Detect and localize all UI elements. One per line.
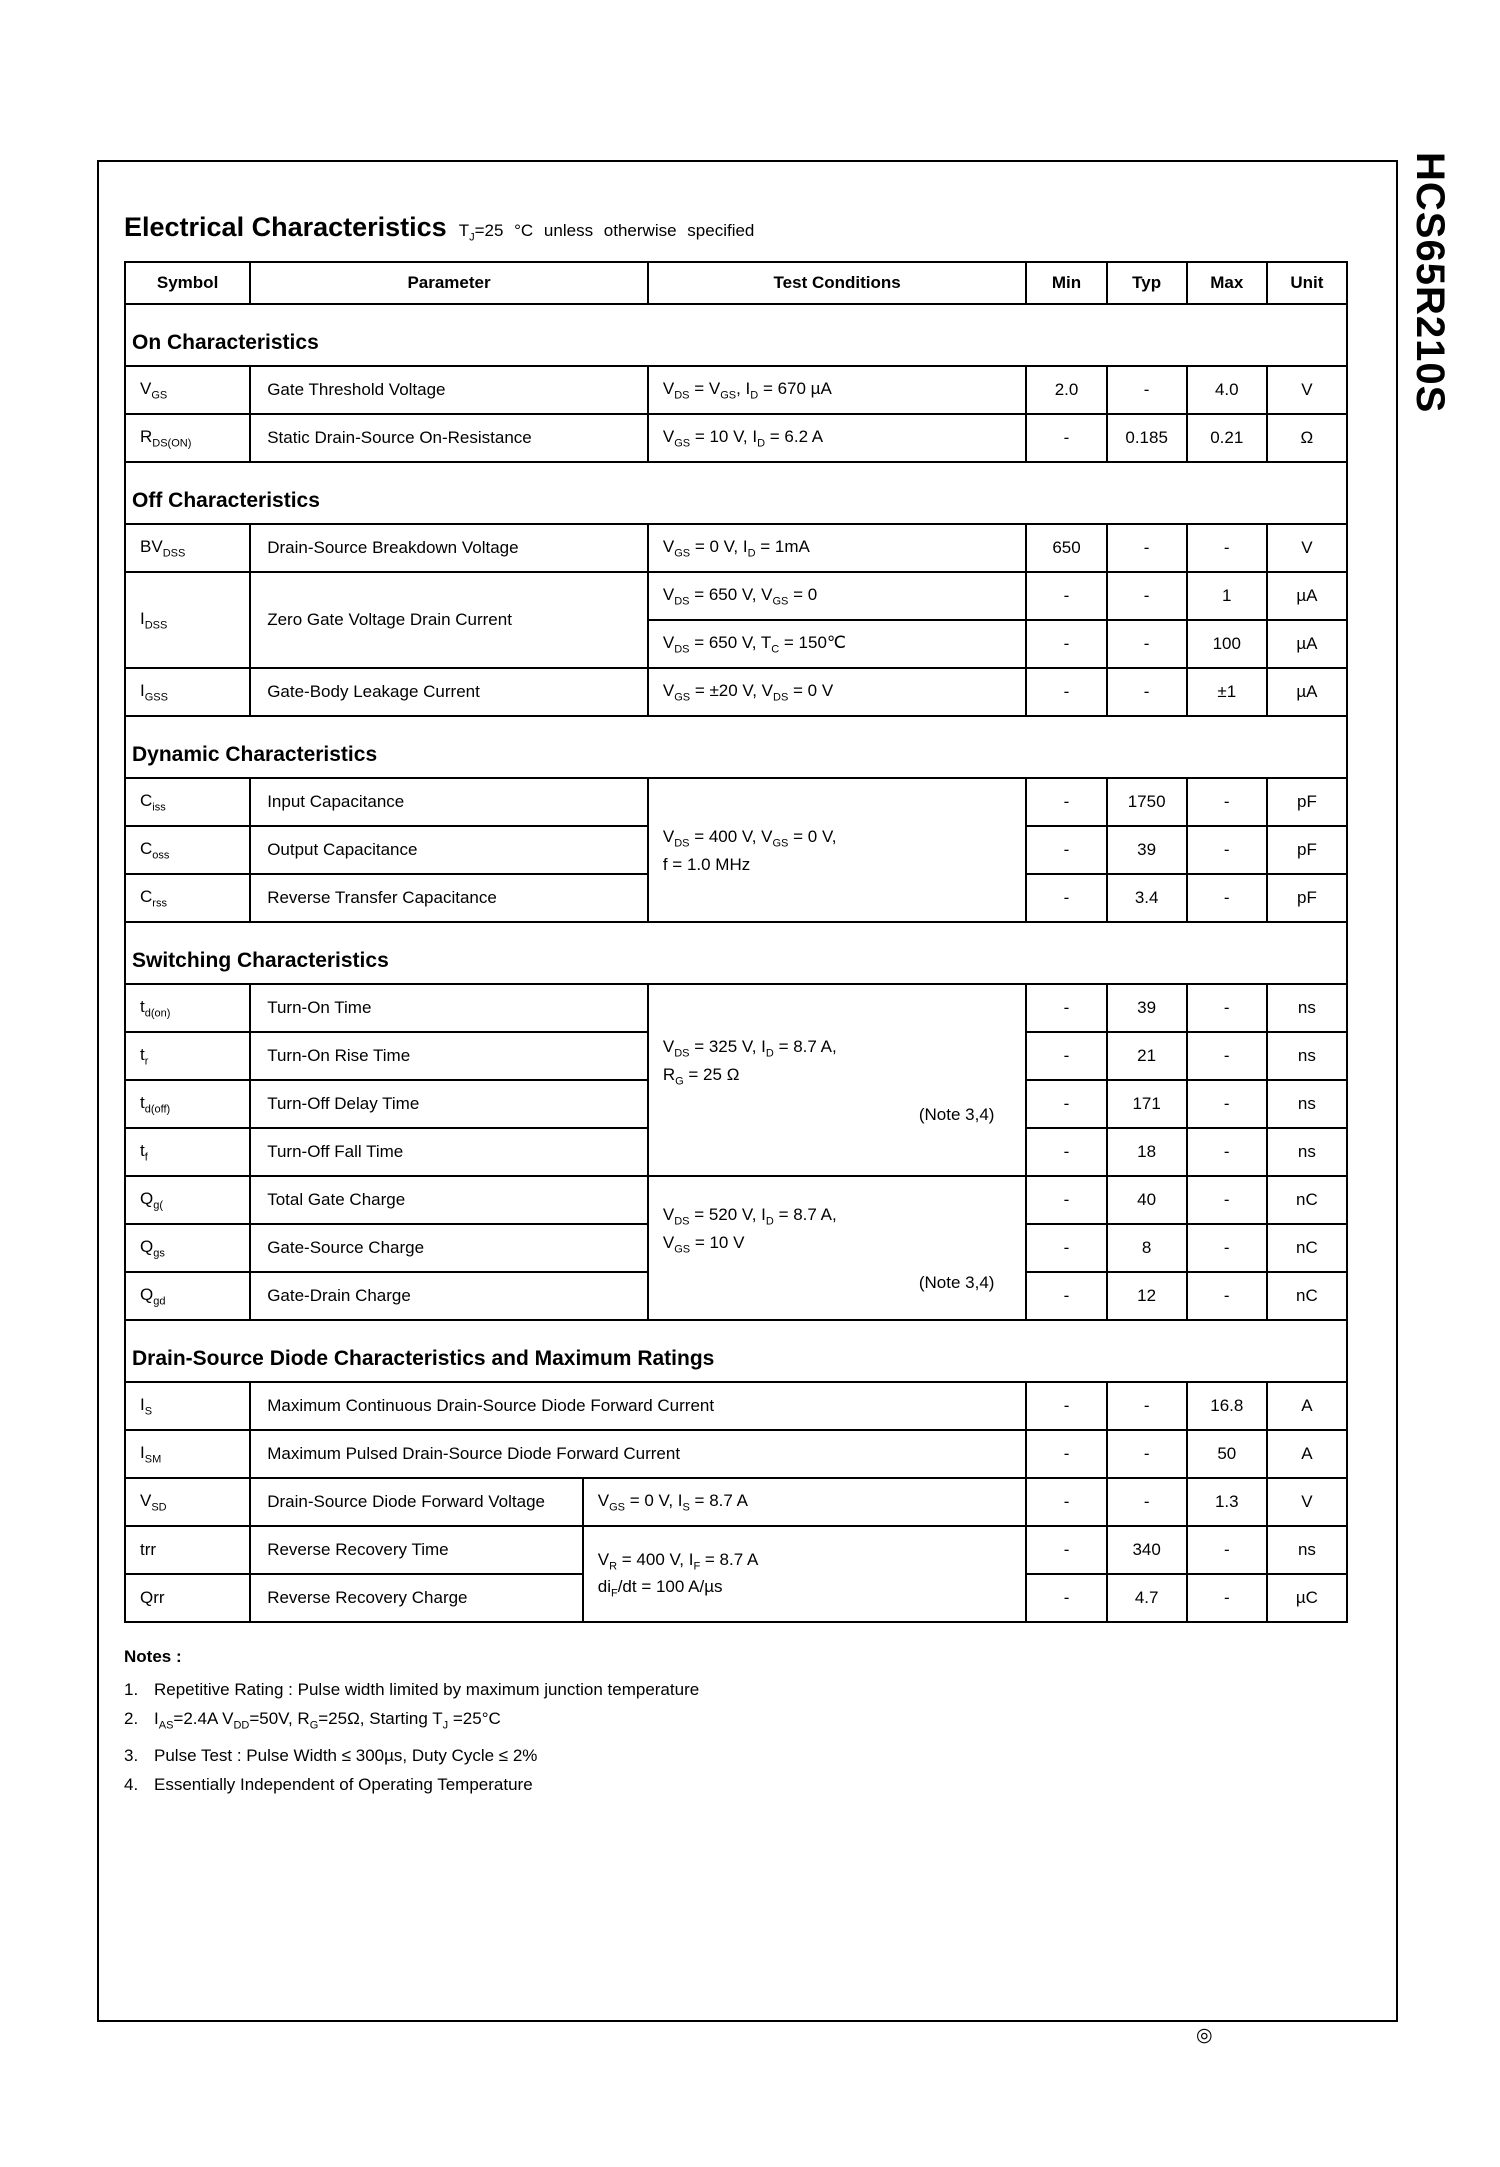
table-row [125,524,1347,572]
value-cell: 1750 [1107,778,1187,826]
value-cell: pF [1267,778,1347,826]
section-heading: Switching Characteristics [124,923,1348,983]
value-cell: 1 [1187,572,1267,620]
value-cell: - [1026,668,1106,716]
symbol-cell: $BV_{DSS}$ [125,524,250,572]
value-cell: µA [1267,620,1347,668]
value-cell: - [1026,414,1106,462]
value-cell: ns [1267,1080,1347,1128]
value-cell: - [1026,1382,1106,1430]
value-cell: - [1026,620,1106,668]
parameter-cell: Drain-Source Breakdown Voltage [250,524,648,572]
value-cell: ns [1267,1128,1347,1176]
value-cell: 21 [1107,1032,1187,1080]
value-cell: nC [1267,1224,1347,1272]
table-header-row [125,262,1347,304]
parameter-cell: Turn-On Rise Time [250,1032,648,1080]
note-item [124,1741,1348,1770]
condition-cell: $V_{GS} = \pm 20$ V, $V_{DS} = 0$ V [648,668,1027,716]
value-cell: - [1187,984,1267,1032]
value-cell: 4.0 [1187,366,1267,414]
section-heading: Dynamic Characteristics [124,717,1348,777]
value-cell: - [1187,874,1267,922]
table-row [125,414,1347,462]
value-cell: - [1026,874,1106,922]
value-cell: - [1026,1526,1106,1574]
table-header-cell: Max [1187,262,1267,304]
symbol-cell: $Q_{gd}$ [125,1272,250,1320]
note-item [124,1704,1348,1740]
table-header-cell: Symbol [125,262,250,304]
symbol-cell: $C_{oss}$ [125,826,250,874]
table-section [124,365,1348,463]
note-item [124,1675,1348,1704]
value-cell: 4.7 [1107,1574,1187,1622]
parameter-cell: Gate-Drain Charge [250,1272,648,1320]
notes-section [124,1647,1348,1798]
value-cell: 39 [1107,826,1187,874]
value-cell: - [1026,1478,1106,1526]
symbol-cell: $Q_{gs}$ [125,1224,250,1272]
table-row [125,1526,1347,1574]
value-cell: 8 [1107,1224,1187,1272]
value-cell: - [1187,1272,1267,1320]
value-cell: - [1107,668,1187,716]
parameter-cell: Total Gate Charge [250,1176,648,1224]
value-cell: - [1107,366,1187,414]
parameter-cell: Drain-Source Diode Forward Voltage [250,1478,583,1526]
table-header-cell: Parameter [250,262,648,304]
title-row [124,212,1396,243]
symbol-cell: $t_{d(off)}$ [125,1080,250,1128]
value-cell: ±1 [1187,668,1267,716]
condition-note: (Note 3,4) [918,1272,995,1292]
condition-cell: $V_{DS} = 400$ V, $V_{GS} = 0$ V, f = 1.0 MHz [648,778,1027,922]
section-heading: On Characteristics [124,305,1348,365]
table-header-cell: Typ [1107,262,1187,304]
value-cell: nC [1267,1272,1347,1320]
table-row [125,778,1347,826]
page-subtitle: $T_J=25$ °C unless otherwise specified [458,221,755,244]
table-row [125,668,1347,716]
value-cell: - [1107,1430,1187,1478]
table-row [125,572,1347,620]
parameter-cell: Turn-Off Delay Time [250,1080,648,1128]
value-cell: - [1026,1032,1106,1080]
table-row [125,1382,1347,1430]
value-cell: pF [1267,826,1347,874]
value-cell: - [1026,1430,1106,1478]
symbol-cell: $I_{DSS}$ [125,572,250,668]
symbol-cell: $t_{d(on)}$ [125,984,250,1032]
characteristics-table [124,261,1348,1623]
value-cell: ns [1267,1526,1347,1574]
value-cell: - [1187,826,1267,874]
value-cell: - [1107,572,1187,620]
value-cell: - [1107,1478,1187,1526]
section-heading: Off Characteristics [124,463,1348,523]
value-cell: - [1187,1032,1267,1080]
page-border [97,160,1398,2022]
condition-cell: $V_{DS} = V_{GS}$, $I_D = 670$ µA [648,366,1027,414]
value-cell: 0.21 [1187,414,1267,462]
value-cell: A [1267,1382,1347,1430]
value-cell: - [1187,524,1267,572]
value-cell: Ω [1267,414,1347,462]
value-cell: ns [1267,984,1347,1032]
table-section [124,523,1348,717]
value-cell: ns [1267,1032,1347,1080]
value-cell: - [1107,620,1187,668]
note-number: 2. [124,1709,139,1729]
value-cell: V [1267,1478,1347,1526]
value-cell: 100 [1187,620,1267,668]
value-cell: 39 [1107,984,1187,1032]
value-cell: 2.0 [1026,366,1106,414]
note-number: 4. [124,1774,139,1794]
symbol-cell: Qrr [125,1574,250,1622]
symbol-cell: $R_{DS(ON)}$ [125,414,250,462]
parameter-cell: Static Drain-Source On-Resistance [250,414,648,462]
value-cell: - [1026,1080,1106,1128]
value-cell: µC [1267,1574,1347,1622]
table-section [124,261,1348,305]
value-cell: 3.4 [1107,874,1187,922]
table-row [125,984,1347,1032]
symbol-cell: $I_{GSS}$ [125,668,250,716]
parameter-cell: Turn-Off Fall Time [250,1128,648,1176]
value-cell: pF [1267,874,1347,922]
condition-cell: $V_{DS} = 650$ V, $T_C$ = 150℃ [648,620,1027,668]
table-section [124,777,1348,923]
condition-cell: $V_{GS} = 10$ V, $I_D = 6.2$ A [648,414,1027,462]
table-header-cell: Test Conditions [648,262,1027,304]
condition-cell: $V_R = 400$ V, $I_F = 8.7$ A $di_F/dt = 100$ A/µs [583,1526,1027,1622]
value-cell: nC [1267,1176,1347,1224]
value-cell: - [1026,984,1106,1032]
parameter-cell: Gate-Body Leakage Current [250,668,648,716]
value-cell: A [1267,1430,1347,1478]
parameter-cell: Output Capacitance [250,826,648,874]
value-cell: 340 [1107,1526,1187,1574]
value-cell: - [1107,524,1187,572]
condition-cell: $V_{GS} = 0$ V, $I_S = 8.7$ A [583,1478,1027,1526]
symbol-cell: $C_{rss}$ [125,874,250,922]
condition-note: (Note 3,4) [918,1104,995,1124]
value-cell: 650 [1026,524,1106,572]
part-number-vertical: HCS65R210S [1408,152,1452,414]
symbol-cell: $C_{iss}$ [125,778,250,826]
note-item [124,1770,1348,1799]
symbol-cell: $V_{GS}$ [125,366,250,414]
table-header-cell: Min [1026,262,1106,304]
table-section [124,1381,1348,1623]
value-cell: - [1026,826,1106,874]
value-cell: 1.3 [1187,1478,1267,1526]
footer-symbol: ◎ [1196,2025,1213,2046]
symbol-cell: $I_{SM}$ [125,1430,250,1478]
parameter-cell: Gate-Source Charge [250,1224,648,1272]
note-text: Repetitive Rating : Pulse width limited by maximum junction temperature [154,1680,700,1700]
table-row [125,1430,1347,1478]
table-section [124,983,1348,1321]
value-cell: - [1026,1224,1106,1272]
value-cell: 171 [1107,1080,1187,1128]
value-cell: 16.8 [1187,1382,1267,1430]
value-cell: µA [1267,572,1347,620]
page-title: Electrical Characteristics [124,212,447,242]
parameter-cell: Reverse Transfer Capacitance [250,874,648,922]
note-text: Essentially Independent of Operating Temperature [154,1774,533,1794]
value-cell: - [1107,1382,1187,1430]
parameter-cell: Reverse Recovery Charge [250,1574,583,1622]
condition-cell: $V_{GS} = 0$ V, $I_D = 1mA$ [648,524,1027,572]
condition-cell: $V_{DS} = 325$ V, $I_D = 8.7$ A, $R_G = 25$ Ω (Note 3,4) [648,984,1027,1176]
value-cell: - [1026,778,1106,826]
condition-cell: $V_{DS} = 650$ V, $V_{GS} = 0$ [648,572,1027,620]
symbol-cell: $I_S$ [125,1382,250,1430]
value-cell: V [1267,524,1347,572]
value-cell: - [1026,1574,1106,1622]
value-cell: 50 [1187,1430,1267,1478]
value-cell: - [1026,572,1106,620]
table-row [125,366,1347,414]
parameter-cell: Maximum Continuous Drain-Source Diode Forward Current [250,1382,1026,1430]
value-cell: - [1187,778,1267,826]
value-cell: - [1026,1272,1106,1320]
symbol-cell: trr [125,1526,250,1574]
value-cell: 40 [1107,1176,1187,1224]
notes-label: Notes : [124,1647,182,1667]
value-cell: - [1187,1574,1267,1622]
symbol-cell: $Q_{g(}$ [125,1176,250,1224]
note-text: Pulse Test : Pulse Width ≤ 300µs, Duty Cycle ≤ 2% [154,1745,538,1765]
table-row [125,1176,1347,1224]
value-cell: - [1187,1080,1267,1128]
value-cell: 12 [1107,1272,1187,1320]
note-text: $I_{AS}=2.4A$ $V_{DD}=50V$, $R_G=25\Omega$, Starting $T_J =25^\circ C$ [154,1709,501,1732]
note-number: 3. [124,1745,139,1765]
parameter-cell: Input Capacitance [250,778,648,826]
value-cell: - [1187,1176,1267,1224]
value-cell: 0.185 [1107,414,1187,462]
parameter-cell: Turn-On Time [250,984,648,1032]
symbol-cell: $t_f$ [125,1128,250,1176]
value-cell: - [1026,1128,1106,1176]
parameter-cell: Reverse Recovery Time [250,1526,583,1574]
value-cell: V [1267,366,1347,414]
condition-cell: $V_{DS} = 520$ V, $I_D = 8.7$ A, $V_{GS} = 10$ V (Note 3,4) [648,1176,1027,1320]
section-heading: Drain-Source Diode Characteristics and Maximum Ratings [124,1321,1348,1381]
parameter-cell: Maximum Pulsed Drain-Source Diode Forward Current [250,1430,1026,1478]
value-cell: - [1187,1526,1267,1574]
parameter-cell: Gate Threshold Voltage [250,366,648,414]
symbol-cell: $t_r$ [125,1032,250,1080]
value-cell: - [1187,1128,1267,1176]
value-cell: - [1026,1176,1106,1224]
table-header-cell: Unit [1267,262,1347,304]
value-cell: 18 [1107,1128,1187,1176]
symbol-cell: $V_{SD}$ [125,1478,250,1526]
parameter-cell: Zero Gate Voltage Drain Current [250,572,648,668]
notes-list [124,1675,1348,1798]
value-cell: µA [1267,668,1347,716]
note-number: 1. [124,1680,139,1700]
value-cell: - [1187,1224,1267,1272]
table-row [125,1478,1347,1526]
